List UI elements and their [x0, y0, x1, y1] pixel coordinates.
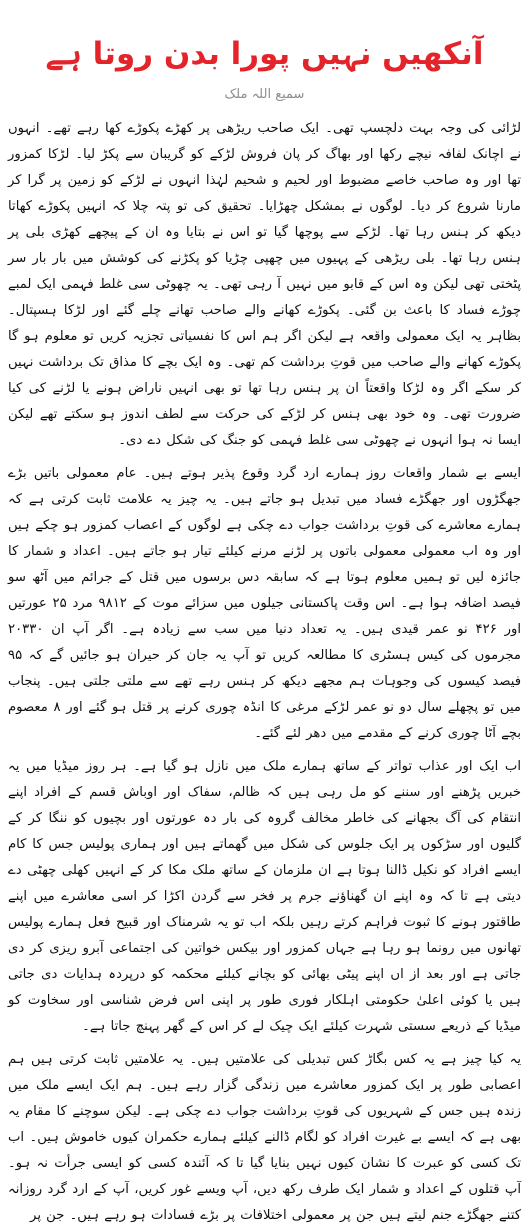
article-body: [8, 116, 521, 1229]
article-paragraph: اب ایک اور عذاب تواتر کے ساتھ ہمارے ملک میں نازل ہو گیا ہے۔ ہر روز میڈیا میں یہ خبریں پڑھنے اور سننے کو مل رہی ہیں کہ ظالم، سفاک اور اوباش قسم کے افراد اپنے انتقام کی آگ بجھانے کی خاطر مخالف گروہ کی بار دہ عورتوں اور بچیوں کو ننگا کر کے گلیوں اور سڑکوں پر ایک جلوس کی شکل میں گھماتے ہیں اور ہماری پولیس جس کا کام ایسے افراد کو نکیل ڈالنا ہوتا ہے ان ملزمان کے ساتھ ملک مکا کر کے انہیں کھلی چھٹی دے دیتی ہے تا کہ وہ اپنے ان گھناؤنے جرم پر فخر سے گردن اکڑا کر اسی معاشرے میں اپنے طاقتور ہونے کا ثبوت فراہم کرتے رہیں بلکہ اب تو یہ شرمناک اور قبیح فعل ہمارے پولیس تھانوں میں رونما ہو رہا ہے جہاں کمزور اور بیکس خواتین کی اجتماعی آبرو ریزی کر دی جاتی ہے اور بعد از اں اپنے پیٹی بھائی کو بچانے کیلئے محکمہ کو درپردہ ہدایات دی جاتی ہیں یا کوئی اعلیٰ حکومتی اہلکار فوری طور پر اپنی اس فرض شناسی اور سخاوت کو میڈیا کے ذریعے سستی شہرت کیلئے ایک چیک لے کر اس کے گھر پہنچ جاتا ہے۔: [8, 759, 521, 1034]
article-paragraph: یہ کیا چیز ہے یہ کس بگاڑ کس تبدیلی کی علامتیں ہیں۔ یہ علامتیں ثابت کرتی ہیں ہم اعصابی طور پر ایک کمزور معاشرے میں زندگی گزار رہے ہیں۔ ہم ایک ایسے ملک میں زندہ ہیں جس کے شہریوں کی قوتِ برداشت جواب دے چکی ہے۔ لیکن سوچنے کا مقام یہ بھی ہے کہ ایسے بے غیرت افراد کو لگام ڈالنے کیلئے ہمارے حکمران کیوں خاموش ہیں۔ اب تک کسی کو عبرت کا نشان کیوں نہیں بنایا گیا تا کہ آئندہ کسی کو ایسی جرأت نہ ہو۔ آپ قتلوں کے اعداد و شمار ایک طرف رکھ دیں، آپ ویسے غور کریں، آپ کے ارد گرد روزانہ کتنے جھگڑے جنم لیتے ہیں جن پر معمولی اختلافات پر بڑے فسادات ہو رہے ہیں۔ جن پر: [8, 1052, 521, 1223]
author-byline: سمیع اللہ ملک: [224, 87, 305, 102]
article-headline: آنکھیں نہیں پورا بدن روتا ہے: [45, 36, 484, 72]
article-paragraph: لڑائی کی وجہ بہت دلچسپ تھی۔ ایک صاحب ریڑھی پر کھڑے پکوڑے کھا رہے تھے۔ انہوں نے اچانک لفافہ نیچے رکھا اور بھاگ کر پان فروش لڑکے کو گریبان سے پکڑ لیا۔ لڑکا کمزور تھا اور وہ صاحب خاصے مضبوط اور لحیم و شحیم لہٰذا انہوں نے لڑکے کو زمین پر گرا کر مارنا شروع کر دیا۔ لوگوں نے بمشکل چھڑایا۔ تحقیق کی تو پتہ چلا کہ انہیں پکوڑے کھاتا دیکھ کر ہنس رہا تھا۔ لڑکے سے پوچھا گیا تو اس نے بتایا وہ ان کے پیچھے کھڑی بلی پر ہنس رہا تھا۔ بلی ریڑھی کے پہیوں میں چھپی چڑیا کو پکڑنے کی کوشش میں بار بار سر پٹختی تھی لیکن وہ اس کے قابو میں نہیں آ رہی تھی۔ یہ چھوٹی سی غلط فہمی ایک لمبے چوڑے فساد کا باعث بن گئی۔ پکوڑے کھانے والے صاحب تھانے چلے گئے اور لڑکا ہسپتال۔ بظاہر یہ ایک معمولی واقعہ ہے لیکن اگر ہم اس کا نفسیاتی تجزیہ کریں تو معلوم ہو گا پکوڑے کھانے والے صاحب میں قوتِ برداشت کم تھی۔ وہ ایک بچے کا مذاق تک برداشت نہیں کر سکے اگر وہ لڑکا واقعتاً ان پر ہنس رہا تھا تو بھی انہیں ناراض ہونے یا لڑنے کی کیا ضرورت تھی۔ وہ خود بھی ہنس کر لڑکے کی حرکت سے لطف اندوز ہو سکتے تھے لیکن ایسا نہ ہوا انہوں نے چھوٹی سی غلط فہمی کو جنگ کی شکل دے دی۔: [8, 121, 521, 448]
article-paragraph: ایسے بے شمار واقعات روز ہمارے ارد گرد وقوع پذیر ہوتے ہیں۔ عام معمولی باتیں بڑے جھگڑوں اور جھگڑے فساد میں تبدیل ہو جاتے ہیں۔ یہ چیز یہ علامت ثابت کرتی ہے کہ ہمارے معاشرے کی قوتِ برداشت جواب دے چکی ہے لوگوں کے اعصاب کمزور ہو چکے ہیں اور وہ اب معمولی معمولی باتوں پر لڑنے مرنے کیلئے تیار ہو جاتے ہیں۔ اعداد و شمار کا جائزہ لیں تو ہمیں معلوم ہوتا ہے کہ سابقہ دس برسوں میں قتل کے جرائم میں آٹھ سو فیصد اضافہ ہوا ہے۔ اس وقت پاکستانی جیلوں میں سزائے موت کے ۹۸۱۲ مرد ۲۵ عورتیں اور ۴۲۶ نو عمر قیدی ہیں۔ یہ تعداد دنیا میں سب سے زیادہ ہے۔ اگر آپ ان ۲۰۳۳۰ مجرموں کی کیس ہسٹری کا مطالعہ کریں تو آپ یہ جان کر حیران ہو جائیں گے کہ ۹۵ فیصد کیسوں کی وجوہات ہم مجھے دیکھ کر ہنس رہے تھے سے ملتی جلتی ہیں۔ پنجاب میں تو پچھلے سال دو نو عمر لڑکے مرغی کا انڈہ چوری کرنے پر قتل ہو گئے اور ۸ معصوم بچے آٹا چوری کرنے کے مقدمے میں دھر لئے گئے۔: [8, 466, 521, 741]
